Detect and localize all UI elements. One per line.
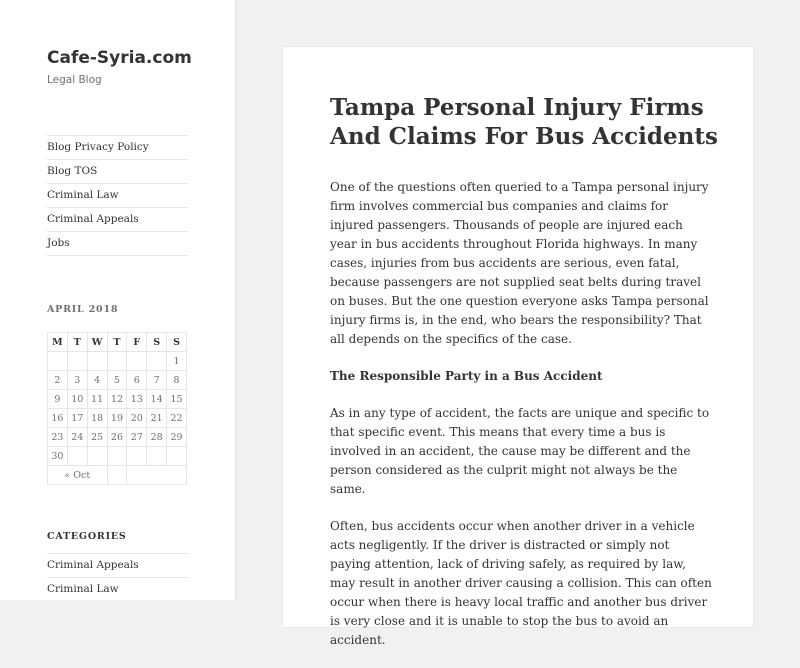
weekday-header: T xyxy=(67,333,87,352)
post-paragraph: One of the questions often queried to a Tampa personal injury firm involves commercial bus companies and claims for injured passengers. Thousands of people are injured each year in bus accidents throughout Florida highways. In many cases, injuries from bus accidents are serious, even fatal, because passengers are not supplied seat belts during travel on buses. But the one question everyone asks Tampa personal injury firms is, in the end, who bears the responsibility? That all depends on the specifics of the case. xyxy=(330,180,709,346)
calendar-day: 29 xyxy=(167,428,187,447)
calendar-day: 7 xyxy=(147,371,167,390)
calendar-day: 4 xyxy=(87,371,107,390)
menu-item-criminal-appeals[interactable]: Criminal Appeals xyxy=(47,207,188,231)
sidebar xyxy=(0,0,236,600)
post-card xyxy=(283,47,753,647)
weekday-header: S xyxy=(167,333,187,352)
calendar-day: 26 xyxy=(107,428,127,447)
post-subheading: The Responsible Party in a Bus Accident xyxy=(330,369,603,383)
calendar-day: 13 xyxy=(127,390,147,409)
calendar-day: 17 xyxy=(67,409,87,428)
calendar-day: 1 xyxy=(167,352,187,371)
weekday-header: M xyxy=(48,333,68,352)
site-title[interactable]: Cafe-Syria.com xyxy=(47,48,192,68)
calendar-day: 23 xyxy=(48,428,68,447)
calendar-day: 21 xyxy=(147,409,167,428)
category-item-criminal-law[interactable]: Criminal Law xyxy=(47,577,188,601)
categories-heading: CATEGORIES xyxy=(47,531,127,542)
weekday-header: W xyxy=(87,333,107,352)
calendar-day xyxy=(147,352,167,371)
calendar-day: 18 xyxy=(87,409,107,428)
calendar-day xyxy=(87,447,107,466)
post-content xyxy=(330,178,713,668)
calendar xyxy=(47,332,187,485)
calendar-day: 27 xyxy=(127,428,147,447)
calendar-day xyxy=(107,447,127,466)
calendar-day xyxy=(107,352,127,371)
calendar-day xyxy=(67,447,87,466)
calendar-day: 28 xyxy=(147,428,167,447)
menu-item-criminal-law[interactable]: Criminal Law xyxy=(47,183,188,207)
calendar-day: 11 xyxy=(87,390,107,409)
calendar-prev-link[interactable]: « Oct xyxy=(48,466,108,485)
calendar-day: 30 xyxy=(48,447,68,466)
calendar-day xyxy=(127,447,147,466)
weekday-header: F xyxy=(127,333,147,352)
site-description: Legal Blog xyxy=(47,74,102,86)
calendar-day xyxy=(87,352,107,371)
menu-item-privacy-policy[interactable]: Blog Privacy Policy xyxy=(47,135,188,159)
category-item-criminal-appeals[interactable]: Criminal Appeals xyxy=(47,553,188,577)
main-menu xyxy=(47,135,188,256)
calendar-day: 5 xyxy=(107,371,127,390)
calendar-day: 24 xyxy=(67,428,87,447)
calendar-day: 15 xyxy=(167,390,187,409)
weekday-header: T xyxy=(107,333,127,352)
calendar-day: 16 xyxy=(48,409,68,428)
calendar-day xyxy=(147,447,167,466)
calendar-day: 10 xyxy=(67,390,87,409)
calendar-day: 25 xyxy=(87,428,107,447)
calendar-day xyxy=(48,352,68,371)
calendar-day: 19 xyxy=(107,409,127,428)
menu-item-jobs[interactable]: Jobs xyxy=(47,231,188,256)
post-paragraph: As in any type of accident, the facts are unique and specific to that specific event. This means that every time a bus is involved in an accident, the cause may be different and the person considered as the culprit might not always be the same. xyxy=(330,406,710,496)
calendar-day xyxy=(127,352,147,371)
weekday-header: S xyxy=(147,333,167,352)
calendar-day: 9 xyxy=(48,390,68,409)
post-paragraph: Often, bus accidents occur when another driver in a vehicle acts negligently. If the driver is distracted or simply not paying attention, lack of driving safely, as required by law, may result in another driver causing a collision. This can often occur when there is heavy local traffic and another bus driver is very close and it is unable to stop the bus to avoid an accident. xyxy=(330,519,712,647)
calendar-caption: APRIL 2018 xyxy=(47,304,119,315)
calendar-day: 6 xyxy=(127,371,147,390)
calendar-day: 14 xyxy=(147,390,167,409)
calendar-day: 20 xyxy=(127,409,147,428)
calendar-day xyxy=(67,352,87,371)
calendar-day: 12 xyxy=(107,390,127,409)
calendar-day: 22 xyxy=(167,409,187,428)
calendar-day: 3 xyxy=(67,371,87,390)
calendar-day: 2 xyxy=(48,371,68,390)
menu-item-tos[interactable]: Blog TOS xyxy=(47,159,188,183)
calendar-pad xyxy=(107,466,127,485)
calendar-day: 8 xyxy=(167,371,187,390)
categories-list xyxy=(47,553,188,601)
calendar-day xyxy=(167,447,187,466)
post-title[interactable]: Tampa Personal Injury Firms And Claims For Bus Accidents xyxy=(330,94,718,150)
calendar-next-link xyxy=(127,466,187,485)
